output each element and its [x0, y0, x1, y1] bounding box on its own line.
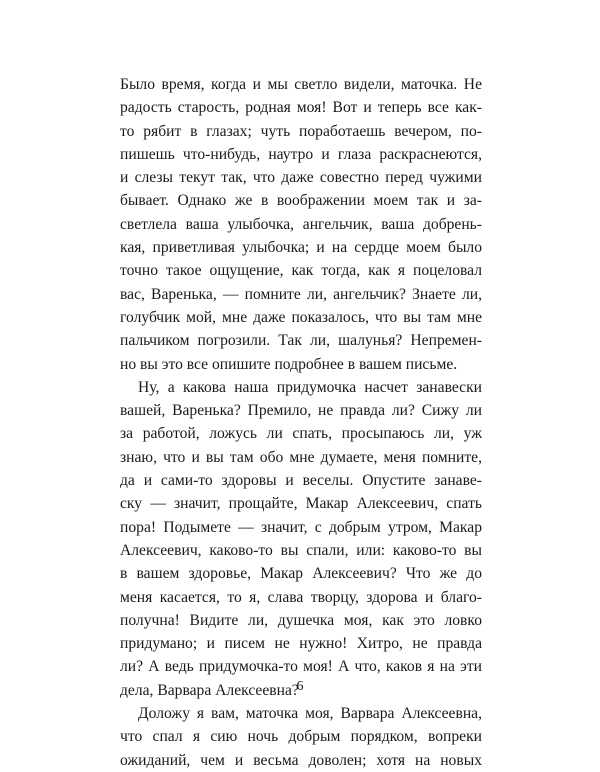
text-line: но вы это все опишите подробнее в вашем письме. — [120, 355, 458, 373]
text-line: светлела ваша улыбочка, ангельчик, ваша добрень- — [120, 215, 482, 233]
paragraph — [120, 702, 482, 772]
text-line: дела, Варвара Алексеевна? — [120, 681, 299, 699]
text-line: да и сами-то здоровы и веселы. Опустите занаве- — [120, 472, 482, 490]
text-line: Алексеевич, каково-то вы спали, или: каково-то вы — [120, 541, 482, 559]
text-line: то рябит в глазах; чуть поработаешь вечером, по- — [120, 122, 482, 140]
paragraph — [120, 376, 482, 702]
text-line: что спал я сию ночь добрым порядком, вопреки — [120, 728, 482, 746]
text-line: вас, Варенька, — помните ли, ангельчик? Знаете ли, — [120, 285, 482, 303]
text-line: получна! Видите ли, душечка моя, как это ловко — [120, 611, 482, 629]
text-line: Ну, а какова наша придумочка насчет занавески — [138, 378, 482, 396]
text-line: пишешь что-нибудь, наутро и глаза раскраснеются, — [120, 145, 482, 163]
text-line: радость старость, родная моя! Вот и теперь все как- — [120, 99, 482, 117]
text-line: ожиданий, чем и весьма доволен; хотя на новых — [120, 751, 482, 769]
text-line: кая, приветливая улыбочка; и на сердце моем было — [120, 239, 482, 257]
text-line: пальчиком погрозили. Так ли, шалунья? Непремен- — [120, 332, 482, 350]
text-line: вашей, Варенька? Премило, не правда ли? Сижу ли — [120, 402, 482, 420]
text-line: за работой, ложусь ли спать, просыпаюсь ли, уж — [120, 425, 482, 443]
text-line: в вашем здоровье, Макар Алексеевич? Что же до — [120, 565, 482, 583]
paragraph — [120, 73, 482, 376]
text-line: и слезы текут так, что даже совестно перед чужими — [120, 169, 482, 187]
text-line: придумано; и писем не нужно! Хитро, не правда — [120, 635, 482, 653]
text-line: точно такое ощущение, как тогда, как я поцеловал — [120, 262, 482, 280]
text-line: голубчик мой, мне даже показалось, что вы там мне — [120, 308, 482, 326]
text-line: ли? А ведь придумочка-то моя! А что, каков я на эти — [120, 658, 482, 676]
text-line: ску — значит, прощайте, Макар Алексеевич, спать — [120, 495, 482, 513]
page-number: 6 — [296, 679, 304, 694]
text-line: знаю, что и вы там обо мне думаете, меня помните, — [120, 448, 482, 466]
text-line: бывает. Однако же в воображении моем так и за- — [120, 192, 482, 210]
text-line: меня касается, то я, слава творцу, здорова и благо- — [120, 588, 482, 606]
text-line: пора! Подымете — значит, с добрым утром, Макар — [120, 518, 482, 536]
text-line: Было время, когда и мы светло видели, маточка. Не — [120, 76, 482, 93]
body-text — [120, 73, 482, 772]
text-line: Доложу я вам, маточка моя, Варвара Алексеевна, — [138, 705, 482, 723]
